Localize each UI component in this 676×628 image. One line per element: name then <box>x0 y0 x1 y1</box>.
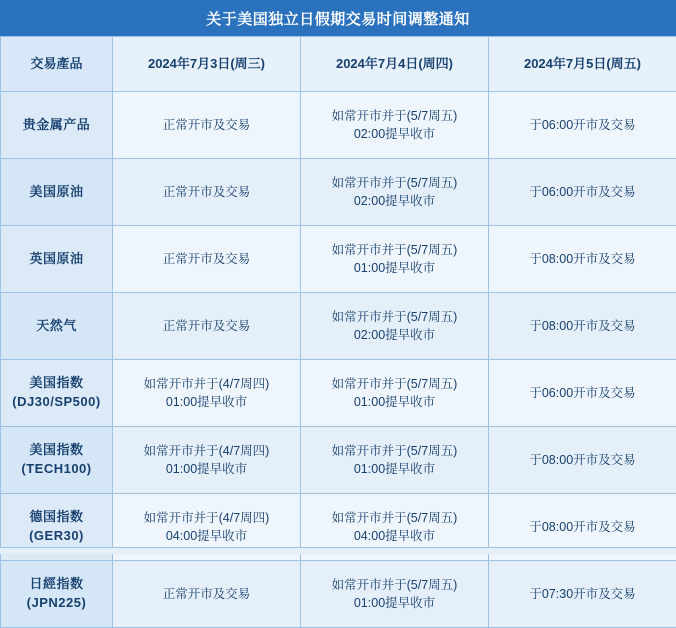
table-row <box>1 360 676 427</box>
cell-text <box>303 308 486 344</box>
cell-line: 于08:00开市及交易 <box>491 317 674 335</box>
cell-line: 英国原油 <box>3 250 110 269</box>
table-row <box>1 159 676 226</box>
cell-line: 美国指数 <box>3 441 110 460</box>
cell-text <box>491 384 674 402</box>
cell-line: 于06:00开市及交易 <box>491 116 674 134</box>
cell-line: 01:00提早收市 <box>303 393 486 411</box>
cell-product <box>1 427 113 494</box>
cell-line: (DJ30/SP500) <box>3 393 110 412</box>
cell-text <box>491 116 674 134</box>
cell-text <box>303 241 486 277</box>
cell-line: 02:00提早收市 <box>303 125 486 143</box>
cell-text <box>303 576 486 612</box>
cell-text <box>3 508 110 546</box>
cell-line: 天然气 <box>3 317 110 336</box>
cell-day3 <box>489 293 676 360</box>
cell-line: 正常开市及交易 <box>115 183 298 201</box>
cell-day3 <box>489 427 676 494</box>
cell-day1 <box>113 293 301 360</box>
cell-product <box>1 226 113 293</box>
cell-text <box>303 509 486 545</box>
cell-text <box>3 575 110 613</box>
cell-text <box>491 585 674 603</box>
cell-line: 于07:30开市及交易 <box>491 585 674 603</box>
cell-product <box>1 159 113 226</box>
cell-line: 于08:00开市及交易 <box>491 518 674 536</box>
table-row <box>1 293 676 360</box>
cell-text <box>3 250 110 269</box>
cell-line: 正常开市及交易 <box>115 585 298 603</box>
cell-line: 于08:00开市及交易 <box>491 451 674 469</box>
cell-line: 正常开市及交易 <box>115 250 298 268</box>
cell-text <box>303 174 486 210</box>
cell-line: 如常开市并于(4/7周四) <box>115 509 298 527</box>
table-header-row <box>1 37 676 92</box>
column-header-day3: 2024年7月5日(周五) <box>489 37 676 92</box>
cell-text <box>115 375 298 411</box>
cell-line: 如常开市并于(5/7周五) <box>303 509 486 527</box>
cell-day1 <box>113 427 301 494</box>
cell-product <box>1 293 113 360</box>
notice-title-bar <box>0 0 676 36</box>
cell-text <box>115 250 298 268</box>
cell-line: 于08:00开市及交易 <box>491 250 674 268</box>
cell-line: 如常开市并于(5/7周五) <box>303 375 486 393</box>
cell-line: 04:00提早收市 <box>115 527 298 545</box>
cell-line: (JPN225) <box>3 594 110 613</box>
cell-day2 <box>301 427 489 494</box>
cell-line: 美国指数 <box>3 374 110 393</box>
cell-day3 <box>489 360 676 427</box>
cell-text <box>115 509 298 545</box>
cell-line: 02:00提早收市 <box>303 192 486 210</box>
cell-line: 于06:00开市及交易 <box>491 183 674 201</box>
cell-product <box>1 360 113 427</box>
cell-line: 如常开市并于(5/7周五) <box>303 241 486 259</box>
cell-text <box>3 441 110 479</box>
cell-line: (GER30) <box>3 527 110 546</box>
cell-day3 <box>489 226 676 293</box>
cell-text <box>115 585 298 603</box>
cell-line: 如常开市并于(5/7周五) <box>303 308 486 326</box>
cell-day1 <box>113 360 301 427</box>
cell-text <box>303 442 486 478</box>
cell-day1 <box>113 92 301 159</box>
cell-line: 01:00提早收市 <box>303 594 486 612</box>
cell-day2 <box>301 159 489 226</box>
cell-line: 01:00提早收市 <box>303 460 486 478</box>
cell-day3 <box>489 561 676 628</box>
cell-text <box>491 183 674 201</box>
cell-day3 <box>489 159 676 226</box>
cell-line: 如常开市并于(5/7周五) <box>303 442 486 460</box>
table-row <box>1 92 676 159</box>
cell-text <box>3 183 110 202</box>
cell-text <box>115 183 298 201</box>
cell-line: 01:00提早收市 <box>115 393 298 411</box>
column-header-day2: 2024年7月4日(周四) <box>301 37 489 92</box>
cell-day2 <box>301 360 489 427</box>
cell-line: 日經指数 <box>3 575 110 594</box>
cell-line: 如常开市并于(5/7周五) <box>303 107 486 125</box>
table-row <box>1 561 676 628</box>
cell-text <box>491 518 674 536</box>
cell-day3 <box>489 92 676 159</box>
cell-line: 正常开市及交易 <box>115 116 298 134</box>
cell-line: 如常开市并于(4/7周四) <box>115 375 298 393</box>
cell-line: 于06:00开市及交易 <box>491 384 674 402</box>
cell-line: 01:00提早收市 <box>115 460 298 478</box>
cell-line: 美国原油 <box>3 183 110 202</box>
cell-text <box>3 374 110 412</box>
cell-text <box>303 375 486 411</box>
cell-text <box>491 317 674 335</box>
cell-product <box>1 92 113 159</box>
cell-line: 德国指数 <box>3 508 110 527</box>
cell-text <box>115 116 298 134</box>
cell-day1 <box>113 159 301 226</box>
cell-line: 如常开市并于(5/7周五) <box>303 174 486 192</box>
cell-text <box>3 116 110 135</box>
cell-line: 02:00提早收市 <box>303 326 486 344</box>
cell-text <box>115 442 298 478</box>
cell-product <box>1 561 113 628</box>
column-header-day1: 2024年7月3日(周三) <box>113 37 301 92</box>
table-row <box>1 427 676 494</box>
cell-text <box>491 451 674 469</box>
cell-day1 <box>113 226 301 293</box>
table-row <box>1 226 676 293</box>
column-header-product: 交易產品 <box>1 37 113 92</box>
cell-text <box>491 250 674 268</box>
cell-line: (TECH100) <box>3 460 110 479</box>
cell-line: 如常开市并于(5/7周五) <box>303 576 486 594</box>
table-body <box>1 37 676 628</box>
cell-day2 <box>301 561 489 628</box>
cell-line: 正常开市及交易 <box>115 317 298 335</box>
cell-day2 <box>301 92 489 159</box>
cell-line: 04:00提早收市 <box>303 527 486 545</box>
cell-day1 <box>113 561 301 628</box>
cell-day2 <box>301 293 489 360</box>
trading-hours-table <box>0 36 676 628</box>
cell-line: 贵金属产品 <box>3 116 110 135</box>
page-title: 关于美国独立日假期交易时间调整通知 <box>206 8 470 29</box>
table-bottom-edge <box>0 547 676 554</box>
cell-line: 如常开市并于(4/7周四) <box>115 442 298 460</box>
cell-text <box>3 317 110 336</box>
cell-text <box>115 317 298 335</box>
cell-line: 01:00提早收市 <box>303 259 486 277</box>
cell-text <box>303 107 486 143</box>
cell-day2 <box>301 226 489 293</box>
